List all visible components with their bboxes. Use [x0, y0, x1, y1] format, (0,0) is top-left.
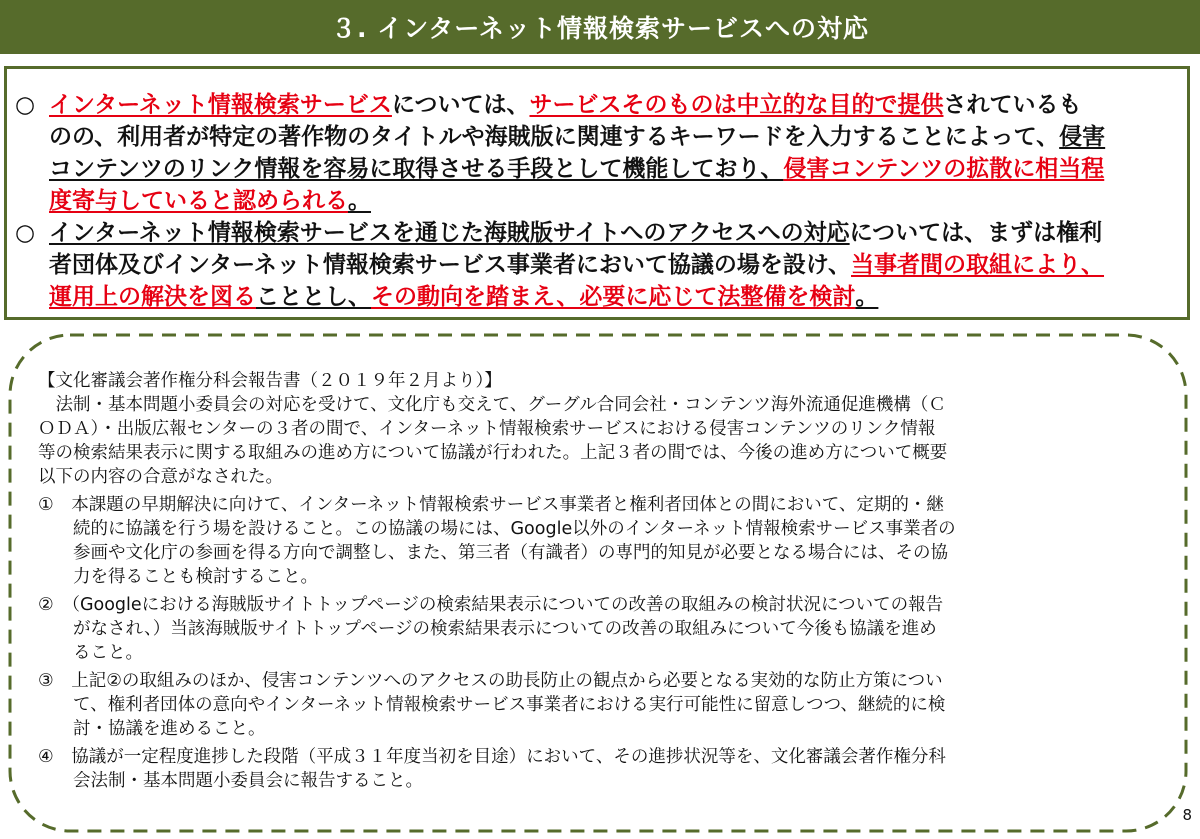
report-item-2-cont: ること。: [38, 643, 143, 663]
bullet-1-line-2: [49, 121, 1105, 153]
report-item-3-cont: て、権利者団体の意向やインターネット情報検索サービス事業者における実行可能性に留意しつつ、継続的に検: [38, 695, 946, 715]
section-header: [0, 0, 1200, 54]
report-item-1-cont: 続的に協議を行う場を設けること。この協議の場には、Google以外のインターネット情報検索サービス事業者の: [38, 519, 956, 539]
report-item-4: ④ 協議が一定程度進捗した段階（平成３１年度当初を目途）において、その進捗状況等を、文化審議会著作権分科: [38, 747, 946, 767]
report-paragraph-line: 法制・基本問題小委員会の対応を受けて、文化庁も交えて、グーグル合同会社・コンテンツ海外流通促進機構（Ｃ: [38, 395, 946, 415]
report-item-4-cont: 会法制・基本問題小委員会に報告すること。: [38, 771, 423, 791]
bullet-marker: ○: [15, 92, 36, 118]
report-item-3-cont: 討・協議を進めること。: [38, 719, 266, 739]
page-number: 8: [1182, 806, 1192, 824]
report-paragraph-line: 以下の内容の合意がなされた。: [38, 467, 283, 487]
bullet-2-line-1: [49, 217, 1102, 249]
bullet-1-line-3: [49, 153, 1104, 185]
underlined-text: インターネット情報検索サービスを通じた海賊版サイトへのアクセスへの対応: [49, 220, 850, 246]
body-text: 者団体及びインターネット情報検索サービス事業者において協議の場を設け、: [49, 252, 852, 278]
body-text: については、まずは権利: [849, 220, 1103, 246]
body-text: されているも: [943, 92, 1082, 118]
bullet-2-line-3: [49, 281, 878, 313]
underlined-text: こととし、: [256, 284, 371, 310]
bullet-2-line-2: [49, 249, 1104, 281]
section-title: ３. インターネット情報検索サービスへの対応: [331, 14, 869, 43]
report-item-2: ② （Googleにおける海賊版サイトトップページの検索結果表示についての改善の取組みの検討状況についての報告: [38, 595, 944, 615]
highlight-text: インターネット情報検索サービス: [49, 92, 392, 118]
report-item-1-cont: 参画や文化庁の参画を得る方向で調整し、また、第三者（有識者）の専門的知見が必要となる場合には、その協: [38, 543, 948, 563]
underlined-text: 侵害: [1059, 124, 1106, 150]
highlight-text: 当事者間の取組により、: [851, 252, 1105, 278]
highlight-text: その動向を踏まえ、必要に応じて法整備を検討: [371, 284, 856, 310]
body-text: については、: [391, 92, 530, 118]
report-paragraph-line: ＯＤＡ）・出版広報センターの３者の間で、インターネット情報検索サービスにおける侵害コンテンツのリンク情報: [38, 419, 936, 439]
bullet-1-line-4: [49, 185, 371, 217]
underlined-text: 。: [348, 188, 371, 214]
report-item-1: ① 本課題の早期解決に向けて、インターネット情報検索サービス事業者と権利者団体との間において、定期的・継: [38, 495, 944, 515]
report-item-3: ③ 上記②の取組みのほか、侵害コンテンツへのアクセスの助長防止の観点から必要となる実効的な防止方策につい: [38, 671, 943, 691]
underlined-text: 。: [855, 284, 879, 310]
highlight-text: 度寄与していると認められる: [49, 188, 348, 214]
highlight-text: 侵害コンテンツの拡散に相当程: [783, 156, 1105, 182]
report-paragraph-line: 等の検索結果表示に関する取組みの進め方について協議が行われた。上記３者の間では、今後の進め方について概要: [38, 443, 948, 463]
bullet-1-line-1: [49, 89, 1081, 121]
report-item-2-cont: がなされ、）当該海賊版サイトトップページの検索結果表示についての改善の取組みについて今後も協議を進め: [38, 619, 937, 639]
summary-box: [4, 66, 1190, 320]
bullet-marker: ○: [15, 220, 36, 246]
highlight-text: サービスそのものは中立的な目的で提供: [529, 92, 944, 118]
report-heading: 【文化審議会著作権分科会報告書（２０１９年２月より）】: [38, 371, 502, 391]
report-item-1-cont: 力を得ることも検討すること。: [38, 567, 318, 587]
highlight-text: 運用上の解決を図る: [49, 284, 256, 310]
body-text: のの、利用者が特定の著作物のタイトルや海賊版に関連するキーワードを入力することによって、: [49, 124, 1060, 150]
underlined-text: コンテンツのリンク情報を容易に取得させる手段として機能しており、: [49, 156, 784, 182]
